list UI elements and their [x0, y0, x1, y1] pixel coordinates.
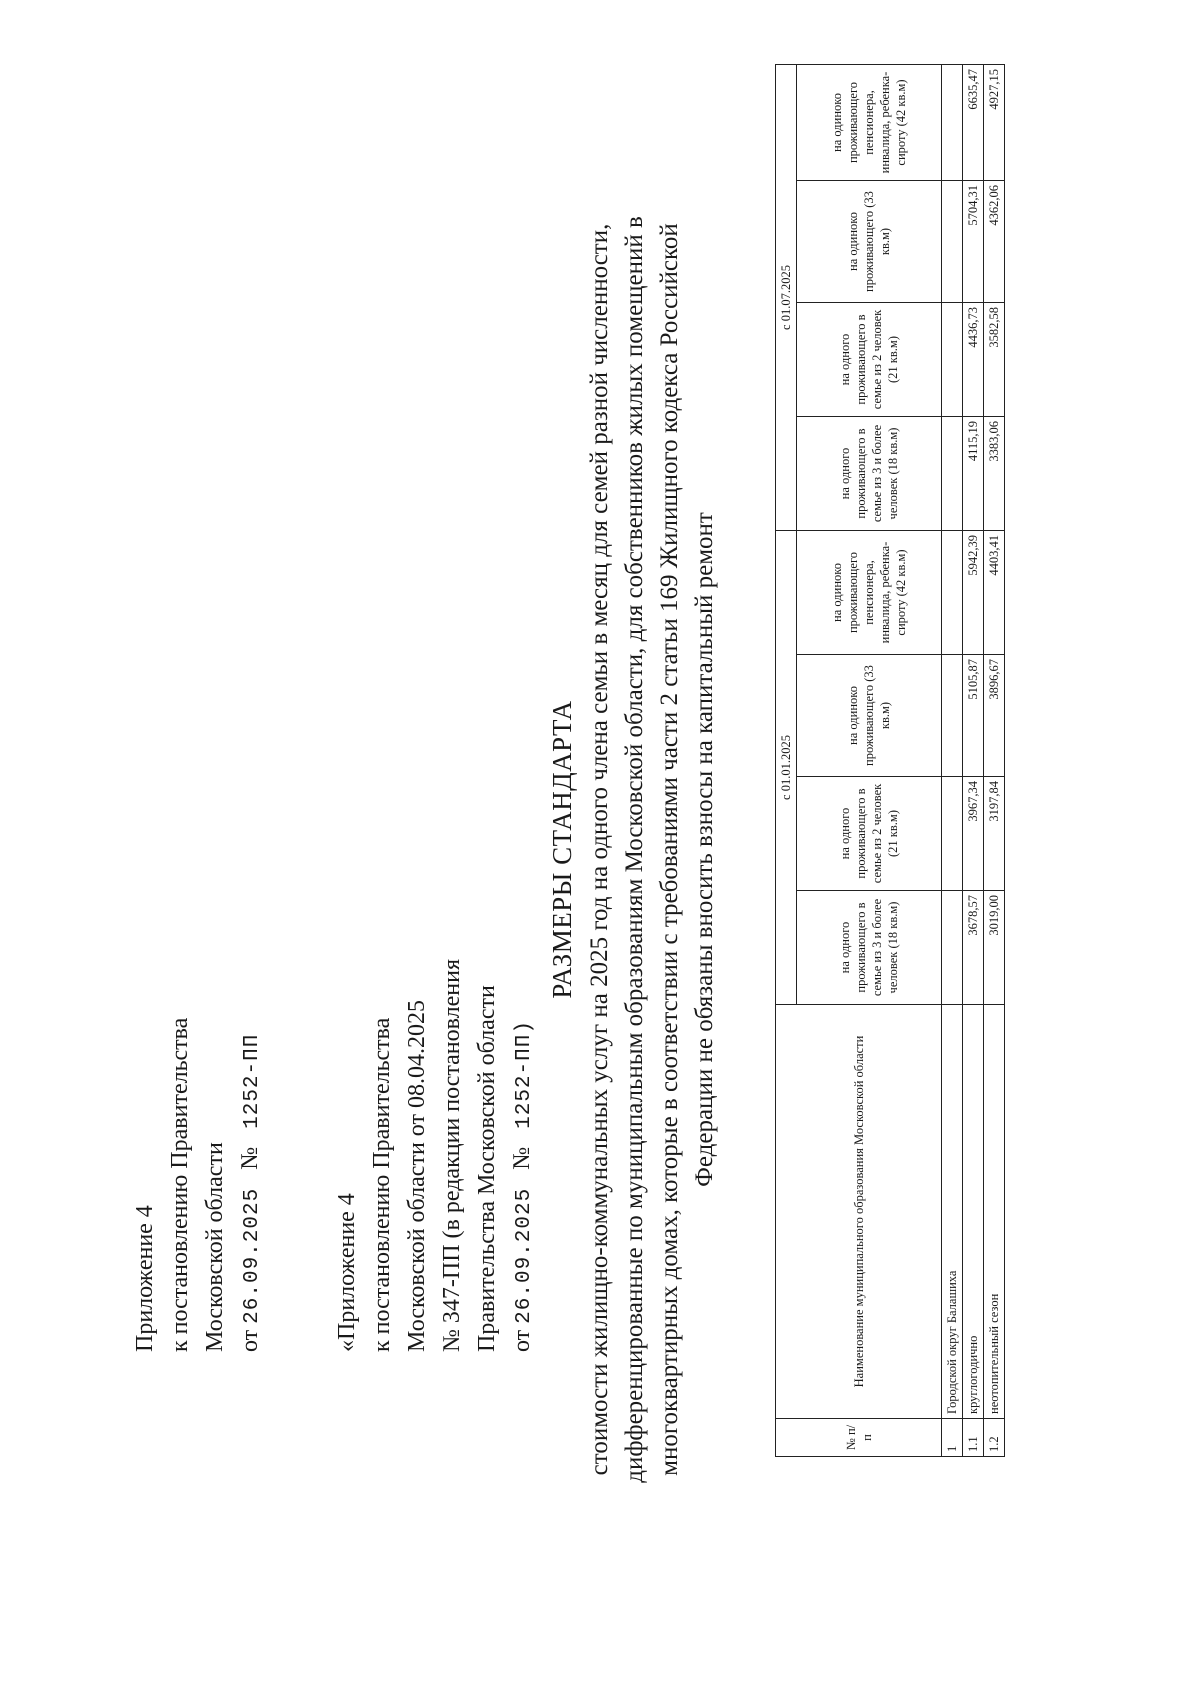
- header-period-2: с 01.07.2025: [776, 65, 797, 531]
- row-name: круглогодично: [963, 1005, 984, 1419]
- subheader-cell: на одного проживающего в семье из 3 и более человек (18 кв.м): [797, 891, 942, 1005]
- header-period-1: с 01.01.2025: [776, 531, 797, 1005]
- subtitle-line2: дифференцированные по муниципальным образованиям Московской области, для собственников жилых помещений в: [621, 216, 648, 1483]
- annex-current-date-prefix: от: [237, 1329, 263, 1352]
- subtitle-line3: многоквартирных домах, которые в соответствии с требованиями части 2 статьи 169 Жилищного кодекса Российской: [656, 223, 683, 1476]
- subheader-cell: на одного проживающего в семье из 3 и более человек (18 кв.м): [797, 417, 942, 531]
- annex-current-number: 1252-ПП: [241, 1033, 264, 1129]
- standards-table-wrap: [775, 65, 1005, 1457]
- subheader-cell: на одиноко проживающего пенсионера, инвалида, ребенка-сироту (42 кв.м): [797, 531, 942, 655]
- group-name: Городской округ Балашиха: [942, 1005, 963, 1419]
- standards-table: [775, 64, 1005, 1457]
- value-cell: 3383,06: [984, 417, 1005, 531]
- value-cell: 4403,41: [984, 531, 1005, 655]
- table-row: [984, 65, 1005, 1457]
- annex-previous-line1: «Приложение 4: [334, 1193, 360, 1352]
- row-name: неотопительный сезон: [984, 1005, 1005, 1419]
- value-cell: 4927,15: [984, 65, 1005, 181]
- row-num: 1.1: [963, 1419, 984, 1457]
- value-cell: 3197,84: [984, 777, 1005, 891]
- header-name: Наименование муниципального образования Московской области: [776, 1005, 942, 1419]
- annex-previous-line2: к постановлению Правительства: [369, 1017, 395, 1352]
- annex-previous-number: 1252-ПП): [513, 1020, 536, 1129]
- value-cell: 3582,58: [984, 303, 1005, 417]
- subheader-cell: на одиноко проживающего пенсионера, инвалида, ребенка-сироту (42 кв.м): [797, 65, 942, 181]
- annex-previous-date-prefix: от: [509, 1329, 535, 1352]
- annex-previous-num-sign: №: [509, 1146, 535, 1170]
- value-cell: 4115,19: [963, 417, 984, 531]
- value-cell: 5704,31: [963, 181, 984, 303]
- subtitle-line1: стоимости жилищно-коммунальных услуг на 2025 год на одного члена семьи в месяц для семей разной численности,: [586, 223, 613, 1476]
- annex-current-line3: Московской области: [202, 1142, 228, 1352]
- table-row: [963, 65, 984, 1457]
- subheader-cell: на одного проживающего в семье из 2 человек (21 кв.м): [797, 777, 942, 891]
- annex-current-date: 26.09.2025: [241, 1187, 264, 1324]
- value-cell: 5105,87: [963, 655, 984, 777]
- value-cell: 3896,67: [984, 655, 1005, 777]
- annex-current-line2: к постановлению Правительства: [167, 1017, 193, 1352]
- value-cell: 6635,47: [963, 65, 984, 181]
- subtitle-line4: Федерации не обязаны вносить взносы на капитальный ремонт: [691, 512, 718, 1187]
- row-num: 1.2: [984, 1419, 1005, 1457]
- annex-previous-line5: Правительства Московской области: [474, 985, 500, 1352]
- header-num: № п/п: [776, 1419, 942, 1457]
- value-cell: 4436,73: [963, 303, 984, 417]
- annex-previous-date: 26.09.2025: [513, 1187, 536, 1324]
- annex-previous-block: [330, 792, 542, 1352]
- annex-previous-date-line: [505, 792, 542, 1352]
- value-cell: 4362,06: [984, 181, 1005, 303]
- value-cell: 3967,34: [963, 777, 984, 891]
- annex-current-block: [128, 832, 270, 1352]
- value-cell: 5942,39: [963, 531, 984, 655]
- title-block: [545, 212, 722, 1487]
- subheader-cell: на одиноко проживающего (33 кв.м): [797, 655, 942, 777]
- subheader-cell: на одиноко проживающего (33 кв.м): [797, 181, 942, 303]
- value-cell: 3678,57: [963, 891, 984, 1005]
- annex-previous-line3: Московской области от 08.04.2025: [404, 1000, 430, 1352]
- annex-current-date-line: [233, 832, 270, 1352]
- subheader-cell: на одного проживающего в семье из 2 человек (21 кв.м): [797, 303, 942, 417]
- document-title: РАЗМЕРЫ СТАНДАРТА: [547, 700, 577, 999]
- table-group-row: [942, 65, 963, 1457]
- annex-current-num-sign: №: [237, 1146, 263, 1170]
- table-header-row-1: [776, 65, 797, 1457]
- group-num: 1: [942, 1419, 963, 1457]
- annex-previous-line4: № 347-ПП (в редакции постановления: [439, 958, 465, 1352]
- annex-current-line1: Приложение 4: [132, 1205, 158, 1352]
- value-cell: 3019,00: [984, 891, 1005, 1005]
